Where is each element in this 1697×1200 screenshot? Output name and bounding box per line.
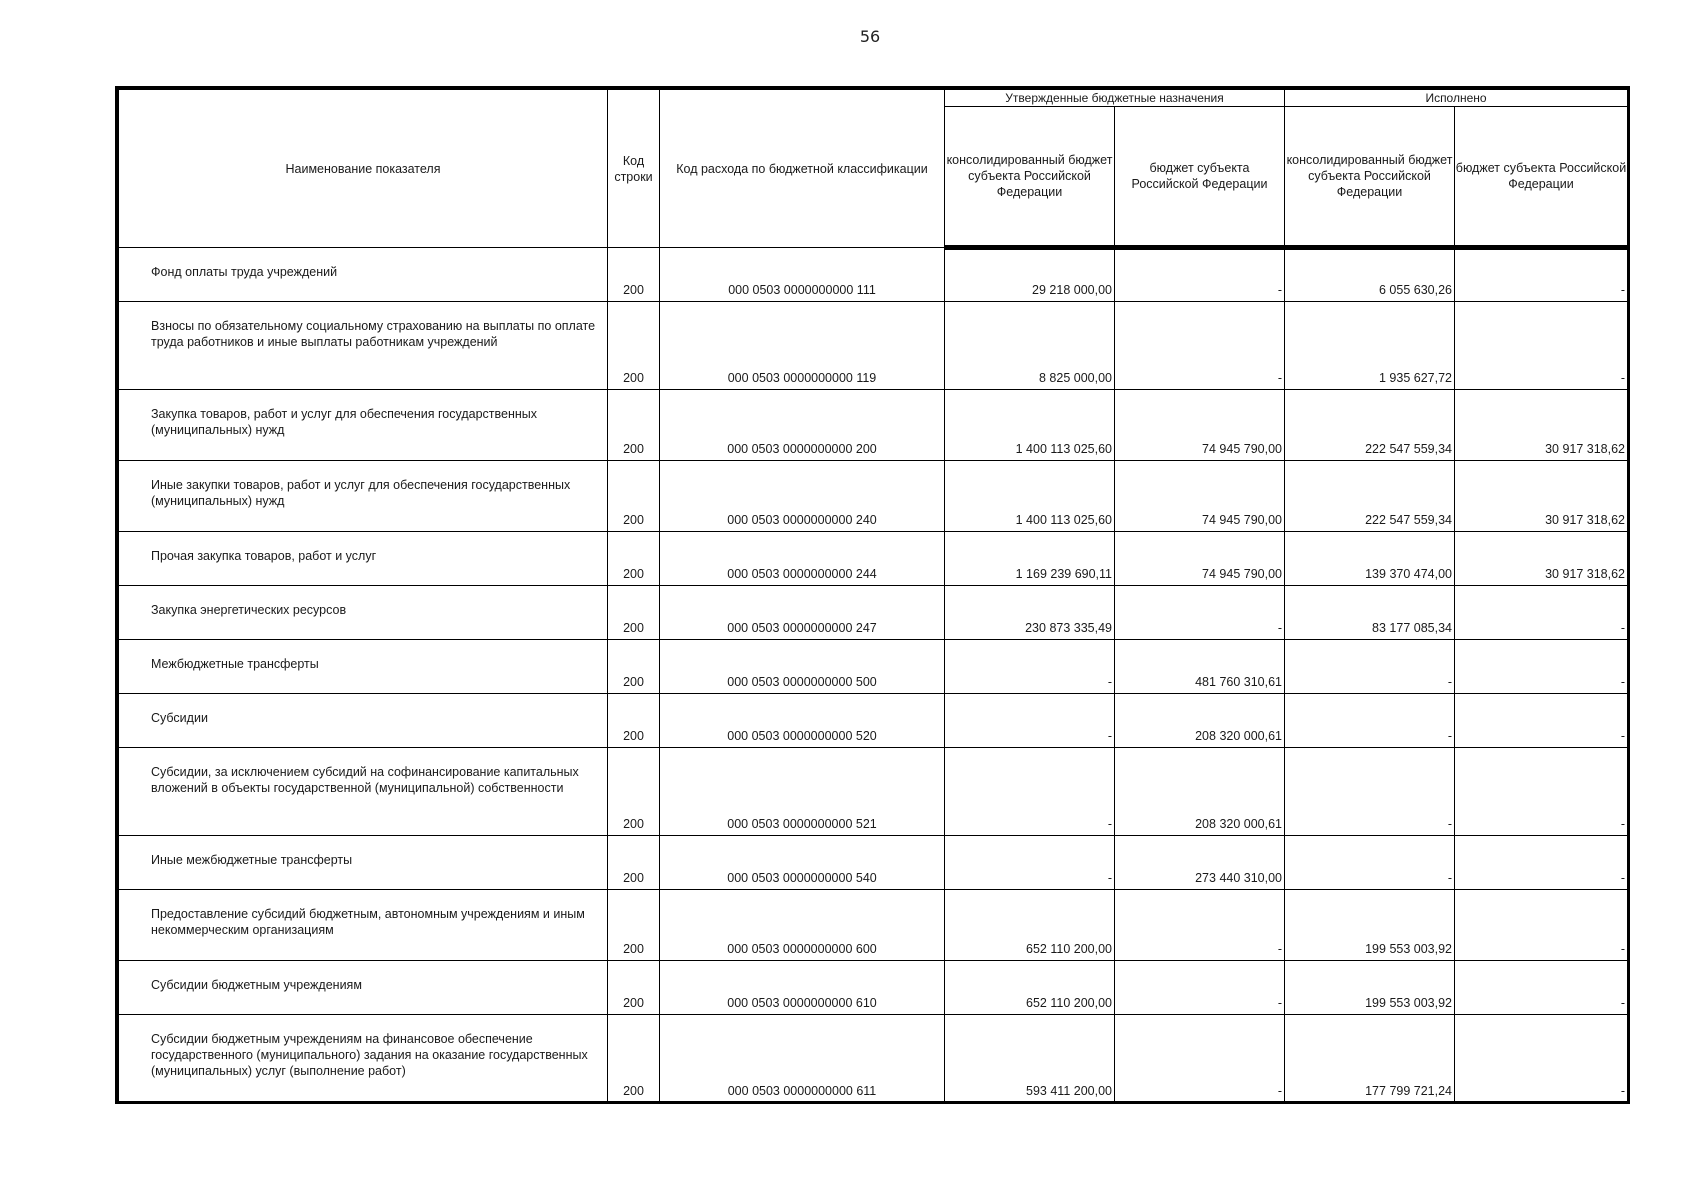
row-executed-subject: - (1455, 302, 1628, 390)
row-executed-consolidated: 199 553 003,92 (1285, 890, 1455, 961)
row-approved-consolidated: - (945, 748, 1115, 836)
row-class-code: 000 0503 0000000000 119 (660, 302, 945, 390)
table-row (119, 532, 1628, 586)
table-row (119, 748, 1628, 836)
row-name: Взносы по обязательному социальному страхованию на выплаты по оплате труда работников и иные выплаты работникам учреждений (119, 302, 608, 390)
row-class-code: 000 0503 0000000000 240 (660, 461, 945, 532)
row-approved-consolidated: 652 110 200,00 (945, 961, 1115, 1015)
row-approved-consolidated: 29 218 000,00 (945, 248, 1115, 302)
table-row (119, 461, 1628, 532)
row-name: Межбюджетные трансферты (119, 640, 608, 694)
row-line-code: 200 (608, 748, 660, 836)
row-approved-subject: - (1115, 1015, 1285, 1103)
row-executed-consolidated: 1 935 627,72 (1285, 302, 1455, 390)
row-name: Субсидии бюджетным учреждениям (119, 961, 608, 1015)
row-executed-consolidated: 199 553 003,92 (1285, 961, 1455, 1015)
table-body (119, 248, 1628, 1103)
row-approved-consolidated: 1 400 113 025,60 (945, 461, 1115, 532)
header-row-groups (119, 90, 1628, 107)
row-executed-consolidated: 177 799 721,24 (1285, 1015, 1455, 1103)
row-name: Субсидии, за исключением субсидий на софинансирование капитальных вложений в объекты государственной (муниципальной) собственности (119, 748, 608, 836)
row-class-code: 000 0503 0000000000 600 (660, 890, 945, 961)
row-line-code: 200 (608, 1015, 660, 1103)
table-row (119, 694, 1628, 748)
row-name: Прочая закупка товаров, работ и услуг (119, 532, 608, 586)
row-line-code: 200 (608, 836, 660, 890)
row-line-code: 200 (608, 532, 660, 586)
row-line-code: 200 (608, 390, 660, 461)
table-row (119, 302, 1628, 390)
row-line-code: 200 (608, 302, 660, 390)
row-approved-subject: 273 440 310,00 (1115, 836, 1285, 890)
table-row (119, 248, 1628, 302)
row-name: Иные закупки товаров, работ и услуг для обеспечения государственных (муниципальных) нужд (119, 461, 608, 532)
row-class-code: 000 0503 0000000000 540 (660, 836, 945, 890)
row-approved-consolidated: 593 411 200,00 (945, 1015, 1115, 1103)
row-executed-consolidated: 222 547 559,34 (1285, 390, 1455, 461)
row-executed-subject: - (1455, 640, 1628, 694)
row-name: Фонд оплаты труда учреждений (119, 248, 608, 302)
row-executed-consolidated: 6 055 630,26 (1285, 248, 1455, 302)
row-approved-consolidated: - (945, 640, 1115, 694)
row-class-code: 000 0503 0000000000 500 (660, 640, 945, 694)
row-approved-subject: - (1115, 248, 1285, 302)
table-row (119, 640, 1628, 694)
row-approved-subject: 208 320 000,61 (1115, 748, 1285, 836)
row-class-code: 000 0503 0000000000 200 (660, 390, 945, 461)
table-row (119, 1015, 1628, 1103)
table-row (119, 586, 1628, 640)
row-approved-subject: 208 320 000,61 (1115, 694, 1285, 748)
row-line-code: 200 (608, 461, 660, 532)
header-approved-subject: бюджет субъекта Российской Федерации (1115, 107, 1285, 248)
row-approved-subject: - (1115, 586, 1285, 640)
table-row (119, 390, 1628, 461)
row-approved-consolidated: - (945, 836, 1115, 890)
page-number: 56 (859, 27, 881, 46)
row-approved-subject: 74 945 790,00 (1115, 390, 1285, 461)
table-row (119, 890, 1628, 961)
row-executed-subject: - (1455, 836, 1628, 890)
row-executed-subject: - (1455, 890, 1628, 961)
row-approved-subject: 74 945 790,00 (1115, 461, 1285, 532)
row-executed-subject: 30 917 318,62 (1455, 461, 1628, 532)
header-approved-consolidated: консолидированный бюджет субъекта Российской Федерации (945, 107, 1115, 248)
row-executed-consolidated: 83 177 085,34 (1285, 586, 1455, 640)
row-approved-consolidated: 230 873 335,49 (945, 586, 1115, 640)
row-line-code: 200 (608, 961, 660, 1015)
row-approved-consolidated: 652 110 200,00 (945, 890, 1115, 961)
row-class-code: 000 0503 0000000000 247 (660, 586, 945, 640)
row-approved-subject: 481 760 310,61 (1115, 640, 1285, 694)
row-class-code: 000 0503 0000000000 521 (660, 748, 945, 836)
header-group-executed: Исполнено (1285, 90, 1628, 107)
row-executed-subject: 30 917 318,62 (1455, 532, 1628, 586)
row-line-code: 200 (608, 890, 660, 961)
row-approved-consolidated: - (945, 694, 1115, 748)
row-line-code: 200 (608, 694, 660, 748)
row-approved-subject: 74 945 790,00 (1115, 532, 1285, 586)
row-executed-consolidated: 139 370 474,00 (1285, 532, 1455, 586)
header-line-code: Код строки (608, 90, 660, 248)
row-approved-subject: - (1115, 890, 1285, 961)
row-line-code: 200 (608, 640, 660, 694)
report-table (118, 89, 1628, 1103)
row-executed-subject: - (1455, 694, 1628, 748)
table-row (119, 836, 1628, 890)
row-line-code: 200 (608, 248, 660, 302)
budget-execution-table (115, 86, 1630, 1104)
row-approved-consolidated: 1 400 113 025,60 (945, 390, 1115, 461)
row-name: Предоставление субсидий бюджетным, автономным учреждениям и иным некоммерческим организациям (119, 890, 608, 961)
table-header (119, 90, 1628, 248)
row-class-code: 000 0503 0000000000 520 (660, 694, 945, 748)
row-name: Субсидии (119, 694, 608, 748)
row-approved-subject: - (1115, 302, 1285, 390)
header-class-code: Код расхода по бюджетной классификации (660, 90, 945, 248)
row-executed-consolidated: - (1285, 748, 1455, 836)
row-approved-consolidated: 1 169 239 690,11 (945, 532, 1115, 586)
table-row (119, 961, 1628, 1015)
header-name: Наименование показателя (119, 90, 608, 248)
header-executed-subject: бюджет субъекта Российской Федерации (1455, 107, 1628, 248)
header-executed-consolidated: консолидированный бюджет субъекта Российской Федерации (1285, 107, 1455, 248)
row-executed-consolidated: - (1285, 836, 1455, 890)
row-name: Иные межбюджетные трансферты (119, 836, 608, 890)
row-line-code: 200 (608, 586, 660, 640)
row-executed-subject: 30 917 318,62 (1455, 390, 1628, 461)
row-class-code: 000 0503 0000000000 244 (660, 532, 945, 586)
row-executed-subject: - (1455, 748, 1628, 836)
row-executed-consolidated: - (1285, 640, 1455, 694)
header-group-approved: Утвержденные бюджетные назначения (945, 90, 1285, 107)
row-class-code: 000 0503 0000000000 611 (660, 1015, 945, 1103)
row-class-code: 000 0503 0000000000 610 (660, 961, 945, 1015)
row-approved-consolidated: 8 825 000,00 (945, 302, 1115, 390)
row-name: Субсидии бюджетным учреждениям на финансовое обеспечение государственного (муниципального) задания на оказание государственных (муниципальных) услуг (выполнение работ) (119, 1015, 608, 1103)
row-approved-subject: - (1115, 961, 1285, 1015)
row-executed-subject: - (1455, 961, 1628, 1015)
row-name: Закупка энергетических ресурсов (119, 586, 608, 640)
row-executed-consolidated: 222 547 559,34 (1285, 461, 1455, 532)
row-executed-subject: - (1455, 586, 1628, 640)
row-executed-consolidated: - (1285, 694, 1455, 748)
row-name: Закупка товаров, работ и услуг для обеспечения государственных (муниципальных) нужд (119, 390, 608, 461)
row-executed-subject: - (1455, 1015, 1628, 1103)
row-class-code: 000 0503 0000000000 111 (660, 248, 945, 302)
row-executed-subject: - (1455, 248, 1628, 302)
